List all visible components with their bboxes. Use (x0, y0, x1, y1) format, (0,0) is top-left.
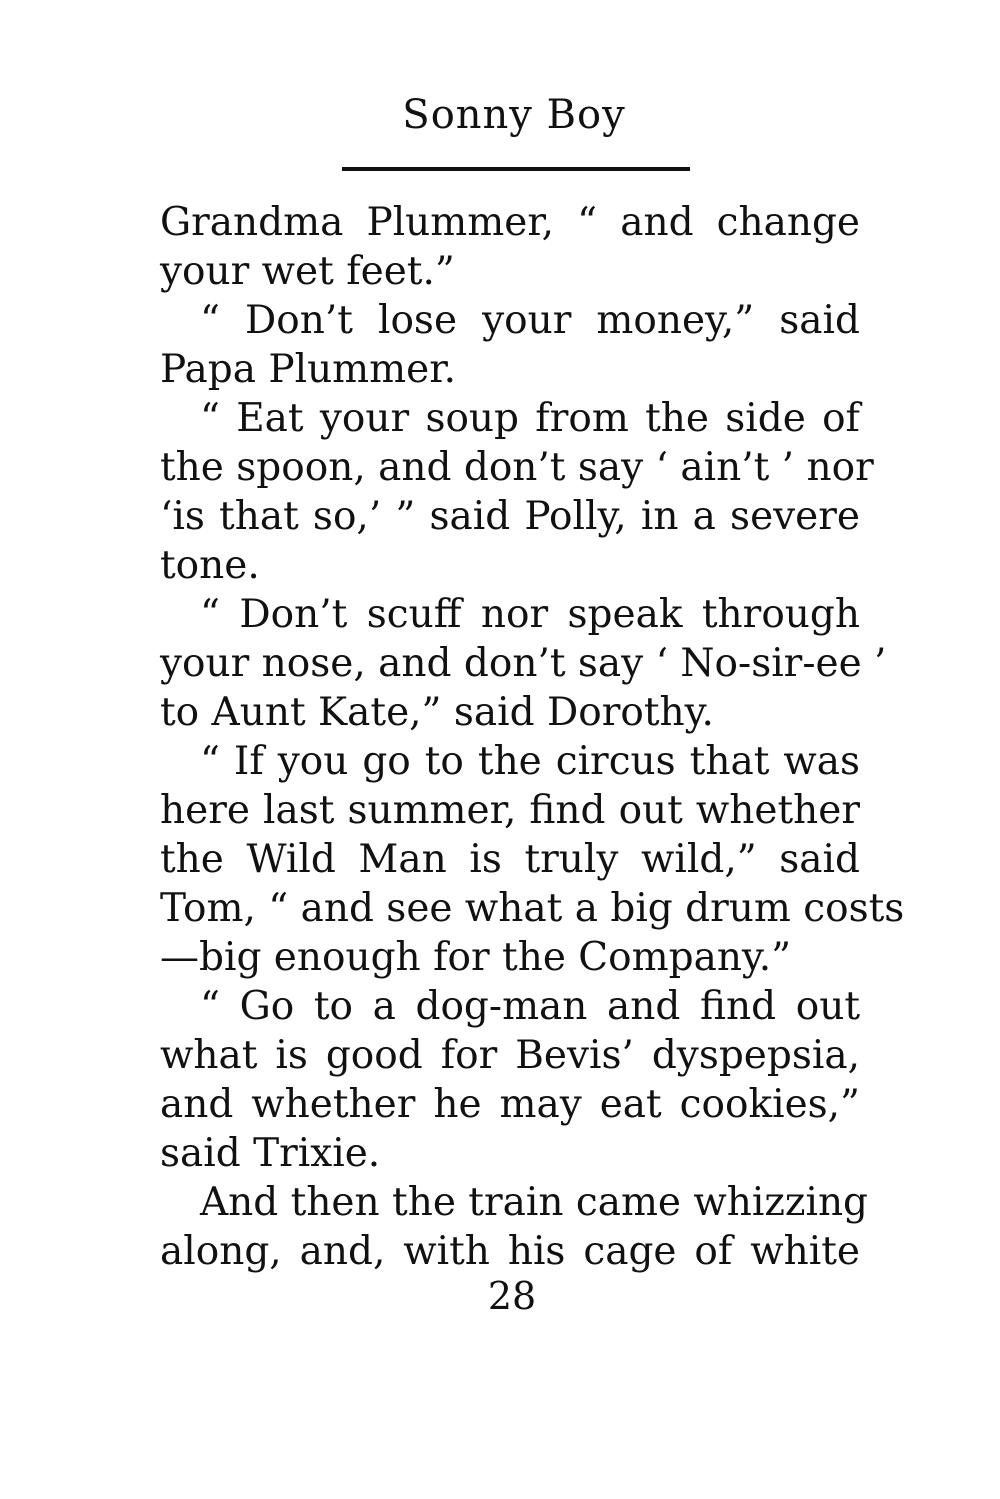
text-line: “ Go to a dog-man and find out (200, 984, 860, 1029)
text-line: Grandma Plummer, “ and change (160, 200, 860, 245)
text-line: “ Don’t lose your money,” said (200, 298, 860, 343)
text-line: here last summer, find out whether (160, 788, 860, 833)
header-rule (342, 167, 690, 171)
text-line: the Wild Man is truly wild,” said (160, 837, 860, 882)
running-head-title: Sonny Boy (402, 92, 626, 138)
text-line: —big enough for the Company.” (160, 935, 792, 980)
text-line: “ Eat your soup from the side of (200, 396, 860, 441)
text-line: what is good for Bevis’ dyspepsia, (160, 1033, 860, 1078)
text-line: said Trixie. (160, 1131, 381, 1176)
text-line: your wet feet.” (160, 249, 455, 294)
text-line: to Aunt Kate,” said Dorothy. (160, 690, 714, 735)
text-line: and whether he may eat cookies,” (160, 1082, 860, 1127)
text-line: tone. (160, 543, 260, 588)
text-line: your nose, and don’t say ‘ No-sir-ee ’ (160, 641, 887, 686)
text-line: And then the train came whizzing (200, 1180, 869, 1225)
page-number: 28 (487, 1274, 537, 1318)
text-line: the spoon, and don’t say ‘ ain’t ’ nor (160, 445, 874, 490)
text-line: ‘is that so,’ ” said Polly, in a severe (160, 494, 860, 539)
text-line: Tom, “ and see what a big drum costs (160, 886, 905, 931)
text-line: “ Don’t scuff nor speak through (200, 592, 860, 637)
text-line: along, and, with his cage of white (160, 1229, 860, 1274)
text-line: Papa Plummer. (160, 347, 456, 392)
text-line: “ If you go to the circus that was (200, 739, 860, 784)
body-text (160, 198, 905, 1276)
